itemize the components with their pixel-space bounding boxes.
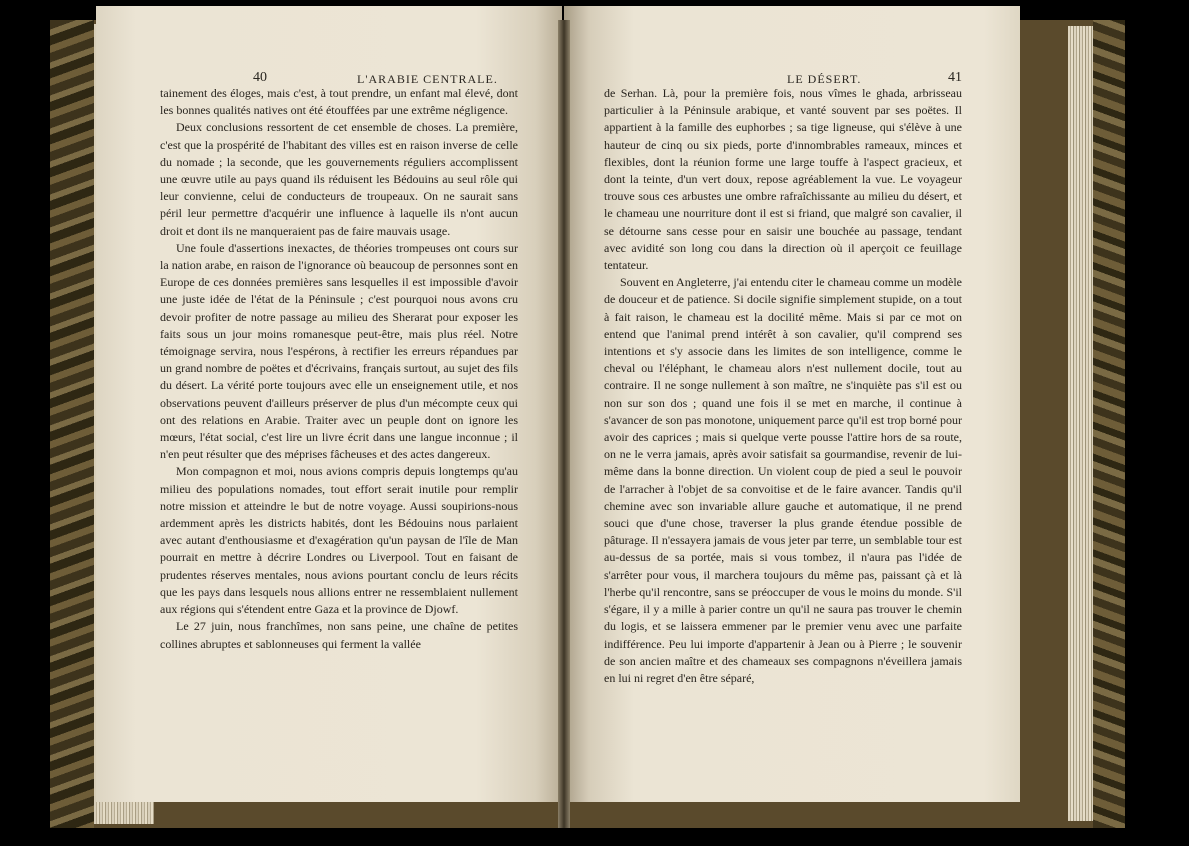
right-running-head: LE DÉSERT.	[787, 72, 862, 86]
book-cover-right	[1093, 20, 1125, 828]
paragraph: de Serhan. Là, pour la première fois, nous vîmes le ghada, arbrisseau particulier à la Péninsule arabique, et vanté souvent par ses poëtes. Il appartient à la famille des euphorbes ; sa tige ligneuse, qui s'élève à une hauteur de cinq ou six pieds, porte d'innombrables rameaux, minces et flexibles, dont la réunion forme une large touffe à l'aspect gracieux, et dont la teinte, d'un vert doux, repose agréablement la vue. Le voyageur trouve sous ces arbustes une ombre rafraîchissante au milieu du désert, et le chameau une nourriture dont il est si friand, que malgré son cavalier, il se détourne sans cesse pour en saisir une bouchée au passage, tendant avec avidité son long cou dans la direction où il aperçoit ce feuillage tentateur.	[604, 86, 962, 273]
left-page-body	[160, 85, 518, 653]
book-cover-left	[50, 20, 94, 828]
paragraph: tainement des éloges, mais c'est, à tout prendre, un enfant mal élevé, dont les bonnes qualités natives ont été étouffées par une extrême négligence.	[160, 86, 518, 118]
paragraph: Le 27 juin, nous franchîmes, non sans peine, une chaîne de petites collines abruptes et sablonneuses qui ferment la vallée	[160, 619, 518, 651]
right-page-body	[604, 85, 962, 687]
paragraph: Souvent en Angleterre, j'ai entendu citer le chameau comme un modèle de douceur et de patience. Si docile signifie simplement stupide, on a tout à fait raison, le chameau est la docilité même. Mais si par ce mot on entend que l'animal prend intérêt à son cavalier, qu'il comprend ses intentions et s'y associe dans les limites de son intelligence, comme le cheval ou l'éléphant, le chameau alors n'est nullement docile, tout au contraire. Il ne songe nullement à son maître, ne s'inquiète pas s'il est ou non sur son dos ; quand une fois il se met en marche, il continue à s'avancer de son pas monotone, uniquement parce qu'il est trop borné pour avoir des caprices ; mais si quelque verte pousse l'attire hors de sa route, on ne le verra jamais, après avoir satisfait sa gourmandise, revenir de lui-même dans la bonne direction. Un violent coup de pied a seul le pouvoir de l'arracher à l'objet de sa convoitise et de le faire avancer. Tandis qu'il chemine avec son invariable allure gauche et automatique, il ne prend souci que d'une chose, traverser la plus grande étendue possible de pâturage. Il n'essayera jamais de vous jeter par terre, un semblable tour est au-dessus de sa portée, mais si vous tombez, il n'aura pas l'idée de s'arrêter pour vous, il marchera toujours du même pas, paissant çà et là l'herbe qu'il rencontre, sans se préoccuper de vous le moins du monde. S'il s'égare, il y a mille à parier contre un qu'il ne saura pas trouver le chemin du logis, et se laissera emmener par le premier venu avec une parfaite indifférence. Peu lui importe d'appartenir à Jean ou à Pierre ; le souvenir de son ancien maître et des chameaux ses compagnons n'éveillera jamais en lui ni regret d'en être séparé,	[604, 275, 962, 685]
page-edges-right	[1068, 26, 1093, 821]
paragraph: Mon compagnon et moi, nous avions compris depuis longtemps qu'au milieu des populations nomades, tout effort serait inutile pour remplir notre mission et atteindre le but de notre voyage. Aussi soupirions-nous ardemment après les districts habités, dont les Bédouins nous parlaient avec autant d'enthousiasme et d'exagération qu'un paysan de l'île de Man pourrait en mettre à décrire Londres ou Liverpool. Tout en faisant de prudentes réserves mentales, nous avions pourtant conclu de leurs récits que les pays dans lesquels nous allions entrer ne ressemblaient nullement aux régions qui s'étendent entre Gaza et la province de Djowf.	[160, 464, 518, 617]
left-page-number: 40	[253, 70, 267, 85]
right-page-number: 41	[948, 70, 962, 85]
paragraph: Une foule d'assertions inexactes, de théories trompeuses ont cours sur la nation arabe, en raison de l'ignorance où beaucoup de personnes sont en Europe de ces données premières sans lesquelles il est impossible d'avoir une juste idée de l'état de la Péninsule ; c'est pourquoi nous avons cru devoir profiter de notre passage au milieu des Sherarat pour exposer les faits sous un jour moins romanesque peut-être, mais plus réel. Notre témoignage servira, nous l'espérons, à rectifier les erreurs répandues par un grand nombre de poëtes et d'écrivains, français surtout, au sujet des fils du désert. La vérité porte toujours avec elle un enseignement utile, et nos observations peuvent d'ailleurs préserver de plus d'un mécompte ceux qui ont des relations en Arabie. Traiter avec un peuple dont on ignore les mœurs, l'état social, c'est lire un livre écrit dans une langue inconnue ; il n'en peut résulter que des méprises fâcheuses et des actes dangereux.	[160, 240, 518, 462]
paragraph: Deux conclusions ressortent de cet ensemble de choses. La première, c'est que la prospérité de l'habitant des villes est en raison inverse de celle du nomade ; la seconde, que les gouvernements réguliers accomplissent une œuvre utile au pays quand ils réduisent les Bédouins au seul rôle qui leur convienne, celui de conducteurs de troupeaux. On ne saurait sans péril leur permettre d'acquérir une influence à laquelle ils n'ont aucun droit et dont ils ne manqueraient pas de faire mauvais usage.	[160, 120, 518, 238]
left-running-head: L'ARABIE CENTRALE.	[357, 72, 498, 86]
book-gutter	[558, 20, 570, 828]
